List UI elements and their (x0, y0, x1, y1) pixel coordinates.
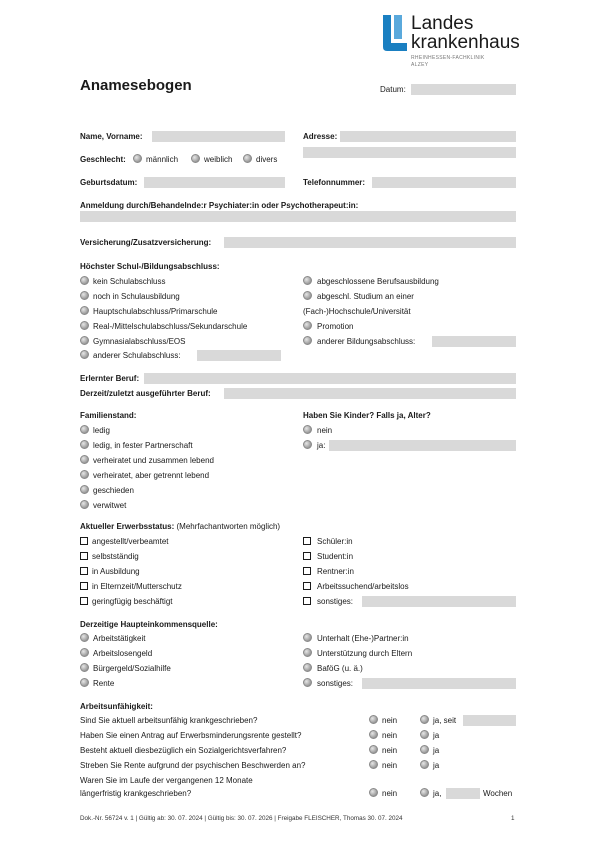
income-label-partner: Unterhalt (Ehe-)Partner:in (317, 634, 409, 643)
family-radio-single[interactable] (80, 425, 89, 434)
edu-label-other-degree: anderer Bildungsabschluss: (317, 337, 416, 346)
disability-q1: Sind Sie aktuell arbeitsunfähig krankgeschrieben? (80, 716, 258, 725)
q1-since-field[interactable] (463, 715, 516, 726)
insurance-label: Versicherung/Zusatzversicherung: (80, 238, 212, 247)
emp-check-selfemployed[interactable] (80, 552, 88, 560)
family-label-widowed: verwitwet (93, 501, 127, 510)
family-label-divorced: geschieden (93, 486, 134, 495)
q5-radio-no[interactable] (369, 788, 378, 797)
edu-radio-other-degree[interactable] (303, 336, 312, 345)
income-other-field[interactable] (362, 678, 516, 689)
gender-label-male: männlich (146, 155, 179, 164)
income-radio-other[interactable] (303, 678, 312, 687)
date-field[interactable] (411, 84, 516, 95)
birthdate-field[interactable] (144, 177, 285, 188)
footer-page-number: 1 (511, 815, 515, 822)
family-radio-partnership[interactable] (80, 440, 89, 449)
gender-label-female: weiblich (204, 155, 233, 164)
emp-label-unemployed: Arbeitssuchend/arbeitslos (317, 582, 409, 591)
emp-label-pensioner: Rentner:in (317, 567, 354, 576)
emp-check-unemployed[interactable] (303, 582, 311, 590)
edu-label-gymnasium: Gymnasialabschluss/EOS (93, 337, 186, 346)
edu-radio-in-school[interactable] (80, 291, 89, 300)
disability-q5-line2: längerfristig krankgeschrieben? (80, 789, 192, 798)
logo-text-line2: krankenhaus (411, 32, 520, 53)
emp-label-selfemployed: selbstständig (92, 552, 139, 561)
disability-q4: Streben Sie Rente aufgrund der psychischen Beschwerden an? (80, 761, 306, 770)
gender-label-diverse: divers (256, 155, 278, 164)
kids-radio-yes[interactable] (303, 440, 312, 449)
edu-radio-university[interactable] (303, 291, 312, 300)
edu-radio-none[interactable] (80, 276, 89, 285)
phone-label: Telefonnummer: (303, 178, 366, 187)
footer-doc-info: Dok.-Nr. 56724 v. 1 | Gültig ab: 30. 07. 2024 | Gültig bis: 30. 07. 2026 | Freigabe FLEISCHER, Thomas 30. 07. 2024 (80, 815, 403, 822)
edu-radio-doctorate[interactable] (303, 321, 312, 330)
q3-label-yes: ja (433, 746, 440, 755)
q2-label-yes: ja (433, 731, 440, 740)
income-label-unemployment: Arbeitslosengeld (93, 649, 153, 658)
hospital-logo-icon (383, 15, 407, 51)
edu-radio-vocational[interactable] (303, 276, 312, 285)
disability-q3: Besteht aktuell diesbezüglich ein Sozialgerichtsverfahren? (80, 746, 287, 755)
current-job-field[interactable] (224, 388, 516, 399)
birthdate-label: Geburtsdatum: (80, 178, 138, 187)
learned-job-field[interactable] (144, 373, 516, 384)
q3-radio-no[interactable] (369, 745, 378, 754)
family-label-separated: verheiratet, aber getrennt lebend (93, 471, 210, 480)
edu-other-school-field[interactable] (197, 350, 281, 361)
edu-radio-hauptschule[interactable] (80, 306, 89, 315)
name-label: Name, Vorname: (80, 132, 143, 141)
emp-check-pensioner[interactable] (303, 567, 311, 575)
emp-check-student[interactable] (303, 552, 311, 560)
family-radio-married[interactable] (80, 455, 89, 464)
emp-other-field[interactable] (362, 596, 516, 607)
referral-label: Anmeldung durch/Behandelnde:r Psychiater:in oder Psychotherapeut:in: (80, 201, 359, 210)
edu-label-realschule: Real-/Mittelschulabschluss/Sekundarschule (93, 322, 248, 331)
edu-radio-realschule[interactable] (80, 321, 89, 330)
q3-label-no: nein (382, 746, 398, 755)
family-label-single: ledig (93, 426, 110, 435)
q1-label-yes: ja, seit (433, 716, 457, 725)
learned-job-label: Erlernter Beruf: (80, 374, 140, 383)
q4-radio-no[interactable] (369, 760, 378, 769)
emp-check-parental[interactable] (80, 582, 88, 590)
income-label-pension: Rente (93, 679, 115, 688)
income-radio-work[interactable] (80, 633, 89, 642)
address-field-2[interactable] (303, 147, 516, 158)
referral-field[interactable] (80, 211, 516, 222)
edu-label-in-school: noch in Schulausbildung (93, 292, 180, 301)
income-radio-partner[interactable] (303, 633, 312, 642)
phone-field[interactable] (372, 177, 516, 188)
income-label-welfare: Bürgergeld/Sozialhilfe (93, 664, 171, 673)
insurance-field[interactable] (224, 237, 516, 248)
q5-radio-yes[interactable] (420, 788, 429, 797)
address-field-1[interactable] (340, 131, 516, 142)
q5-weeks-field[interactable] (446, 788, 480, 799)
q1-radio-no[interactable] (369, 715, 378, 724)
income-radio-welfare[interactable] (80, 663, 89, 672)
address-label: Adresse: (303, 132, 338, 141)
q4-label-yes: ja (433, 761, 440, 770)
income-label-parents: Unterstützung durch Eltern (317, 649, 413, 658)
emp-check-other[interactable] (303, 597, 311, 605)
income-radio-pension[interactable] (80, 678, 89, 687)
q5-weeks-unit: Wochen (483, 789, 513, 798)
q1-label-no: nein (382, 716, 398, 725)
emp-label-parental: in Elternzeit/Mutterschutz (92, 582, 182, 591)
income-label-other: sonstiges: (317, 679, 354, 688)
employment-heading (80, 522, 280, 531)
disability-q2: Haben Sie einen Antrag auf Erwerbsminderungsrente gestellt? (80, 731, 302, 740)
emp-label-pupil: Schüler:in (317, 537, 353, 546)
family-radio-widowed[interactable] (80, 500, 89, 509)
edu-radio-other-school[interactable] (80, 350, 89, 359)
edu-label-other-school: anderer Schulabschluss: (93, 351, 181, 360)
emp-check-employed[interactable] (80, 537, 88, 545)
logo-subtitle-1: RHEINHESSEN-FACHKLINIK (411, 55, 485, 61)
disability-q5-line1: Waren Sie im Laufe der vergangenen 12 Monate (80, 776, 253, 785)
income-heading: Derzeitige Haupteinkommensquelle: (80, 620, 218, 629)
income-label-work: Arbeitstätigkeit (93, 634, 146, 643)
edu-label-hauptschule: Hauptschulabschluss/Primarschule (93, 307, 218, 316)
emp-label-training: in Ausbildung (92, 567, 140, 576)
edu-label-vocational: abgeschlossene Berufsausbildung (317, 277, 439, 286)
income-radio-unemployment[interactable] (80, 648, 89, 657)
date-label: Datum: (380, 85, 406, 94)
q2-radio-no[interactable] (369, 730, 378, 739)
education-heading: Höchster Schul-/Bildungsabschluss: (80, 262, 220, 271)
emp-check-pupil[interactable] (303, 537, 311, 545)
name-field[interactable] (152, 131, 285, 142)
page-title: Anamesebogen (80, 77, 192, 94)
edu-label-university: abgeschl. Studium an einer (317, 292, 414, 301)
kids-label-yes: ja: (317, 441, 326, 450)
q3-radio-yes[interactable] (420, 745, 429, 754)
family-radio-separated[interactable] (80, 470, 89, 479)
q4-label-no: nein (382, 761, 398, 770)
emp-label-minijob: geringfügig beschäftigt (92, 597, 173, 606)
income-radio-parents[interactable] (303, 648, 312, 657)
family-label-partnership: ledig, in fester Partnerschaft (93, 441, 193, 450)
kids-label-no: nein (317, 426, 333, 435)
family-radio-divorced[interactable] (80, 485, 89, 494)
kids-radio-no[interactable] (303, 425, 312, 434)
emp-label-other: sonstiges: (317, 597, 354, 606)
q2-radio-yes[interactable] (420, 730, 429, 739)
logo-subtitle-2: ALZEY (411, 62, 429, 68)
disability-heading: Arbeitsunfähigkeit: (80, 702, 153, 711)
gender-radio-diverse[interactable] (243, 154, 252, 163)
q5-label-yes: ja, (433, 789, 442, 798)
q1-radio-yes[interactable] (420, 715, 429, 724)
employment-heading-text: Aktueller Erwerbsstatus: (80, 522, 175, 531)
emp-check-training[interactable] (80, 567, 88, 575)
employment-heading-note: (Mehrfachantworten möglich) (176, 522, 281, 531)
edu-label-none: kein Schulabschluss (93, 277, 166, 286)
income-radio-bafoeg[interactable] (303, 663, 312, 672)
edu-other-degree-field[interactable] (432, 336, 516, 347)
gender-radio-female[interactable] (191, 154, 200, 163)
emp-check-minijob[interactable] (80, 597, 88, 605)
kids-heading: Haben Sie Kinder? Falls ja, Alter? (303, 411, 431, 420)
q2-label-no: nein (382, 731, 398, 740)
gender-label: Geschlecht: (80, 155, 126, 164)
edu-label-university-cont: (Fach-)Hochschule/Universität (303, 307, 411, 316)
current-job-label: Derzeit/zuletzt ausgeführter Beruf: (80, 389, 211, 398)
income-label-bafoeg: BaföG (u. ä.) (317, 664, 363, 673)
q4-radio-yes[interactable] (420, 760, 429, 769)
emp-label-student: Student:in (317, 552, 354, 561)
logo-text-line1: Landes (411, 13, 474, 34)
family-heading: Familienstand: (80, 411, 137, 420)
q5-label-no: nein (382, 789, 398, 798)
edu-label-doctorate: Promotion (317, 322, 354, 331)
family-label-married: verheiratet und zusammen lebend (93, 456, 214, 465)
edu-radio-gymnasium[interactable] (80, 336, 89, 345)
emp-label-employed: angestellt/verbeamtet (92, 537, 169, 546)
gender-radio-male[interactable] (133, 154, 142, 163)
kids-age-field[interactable] (329, 440, 516, 451)
